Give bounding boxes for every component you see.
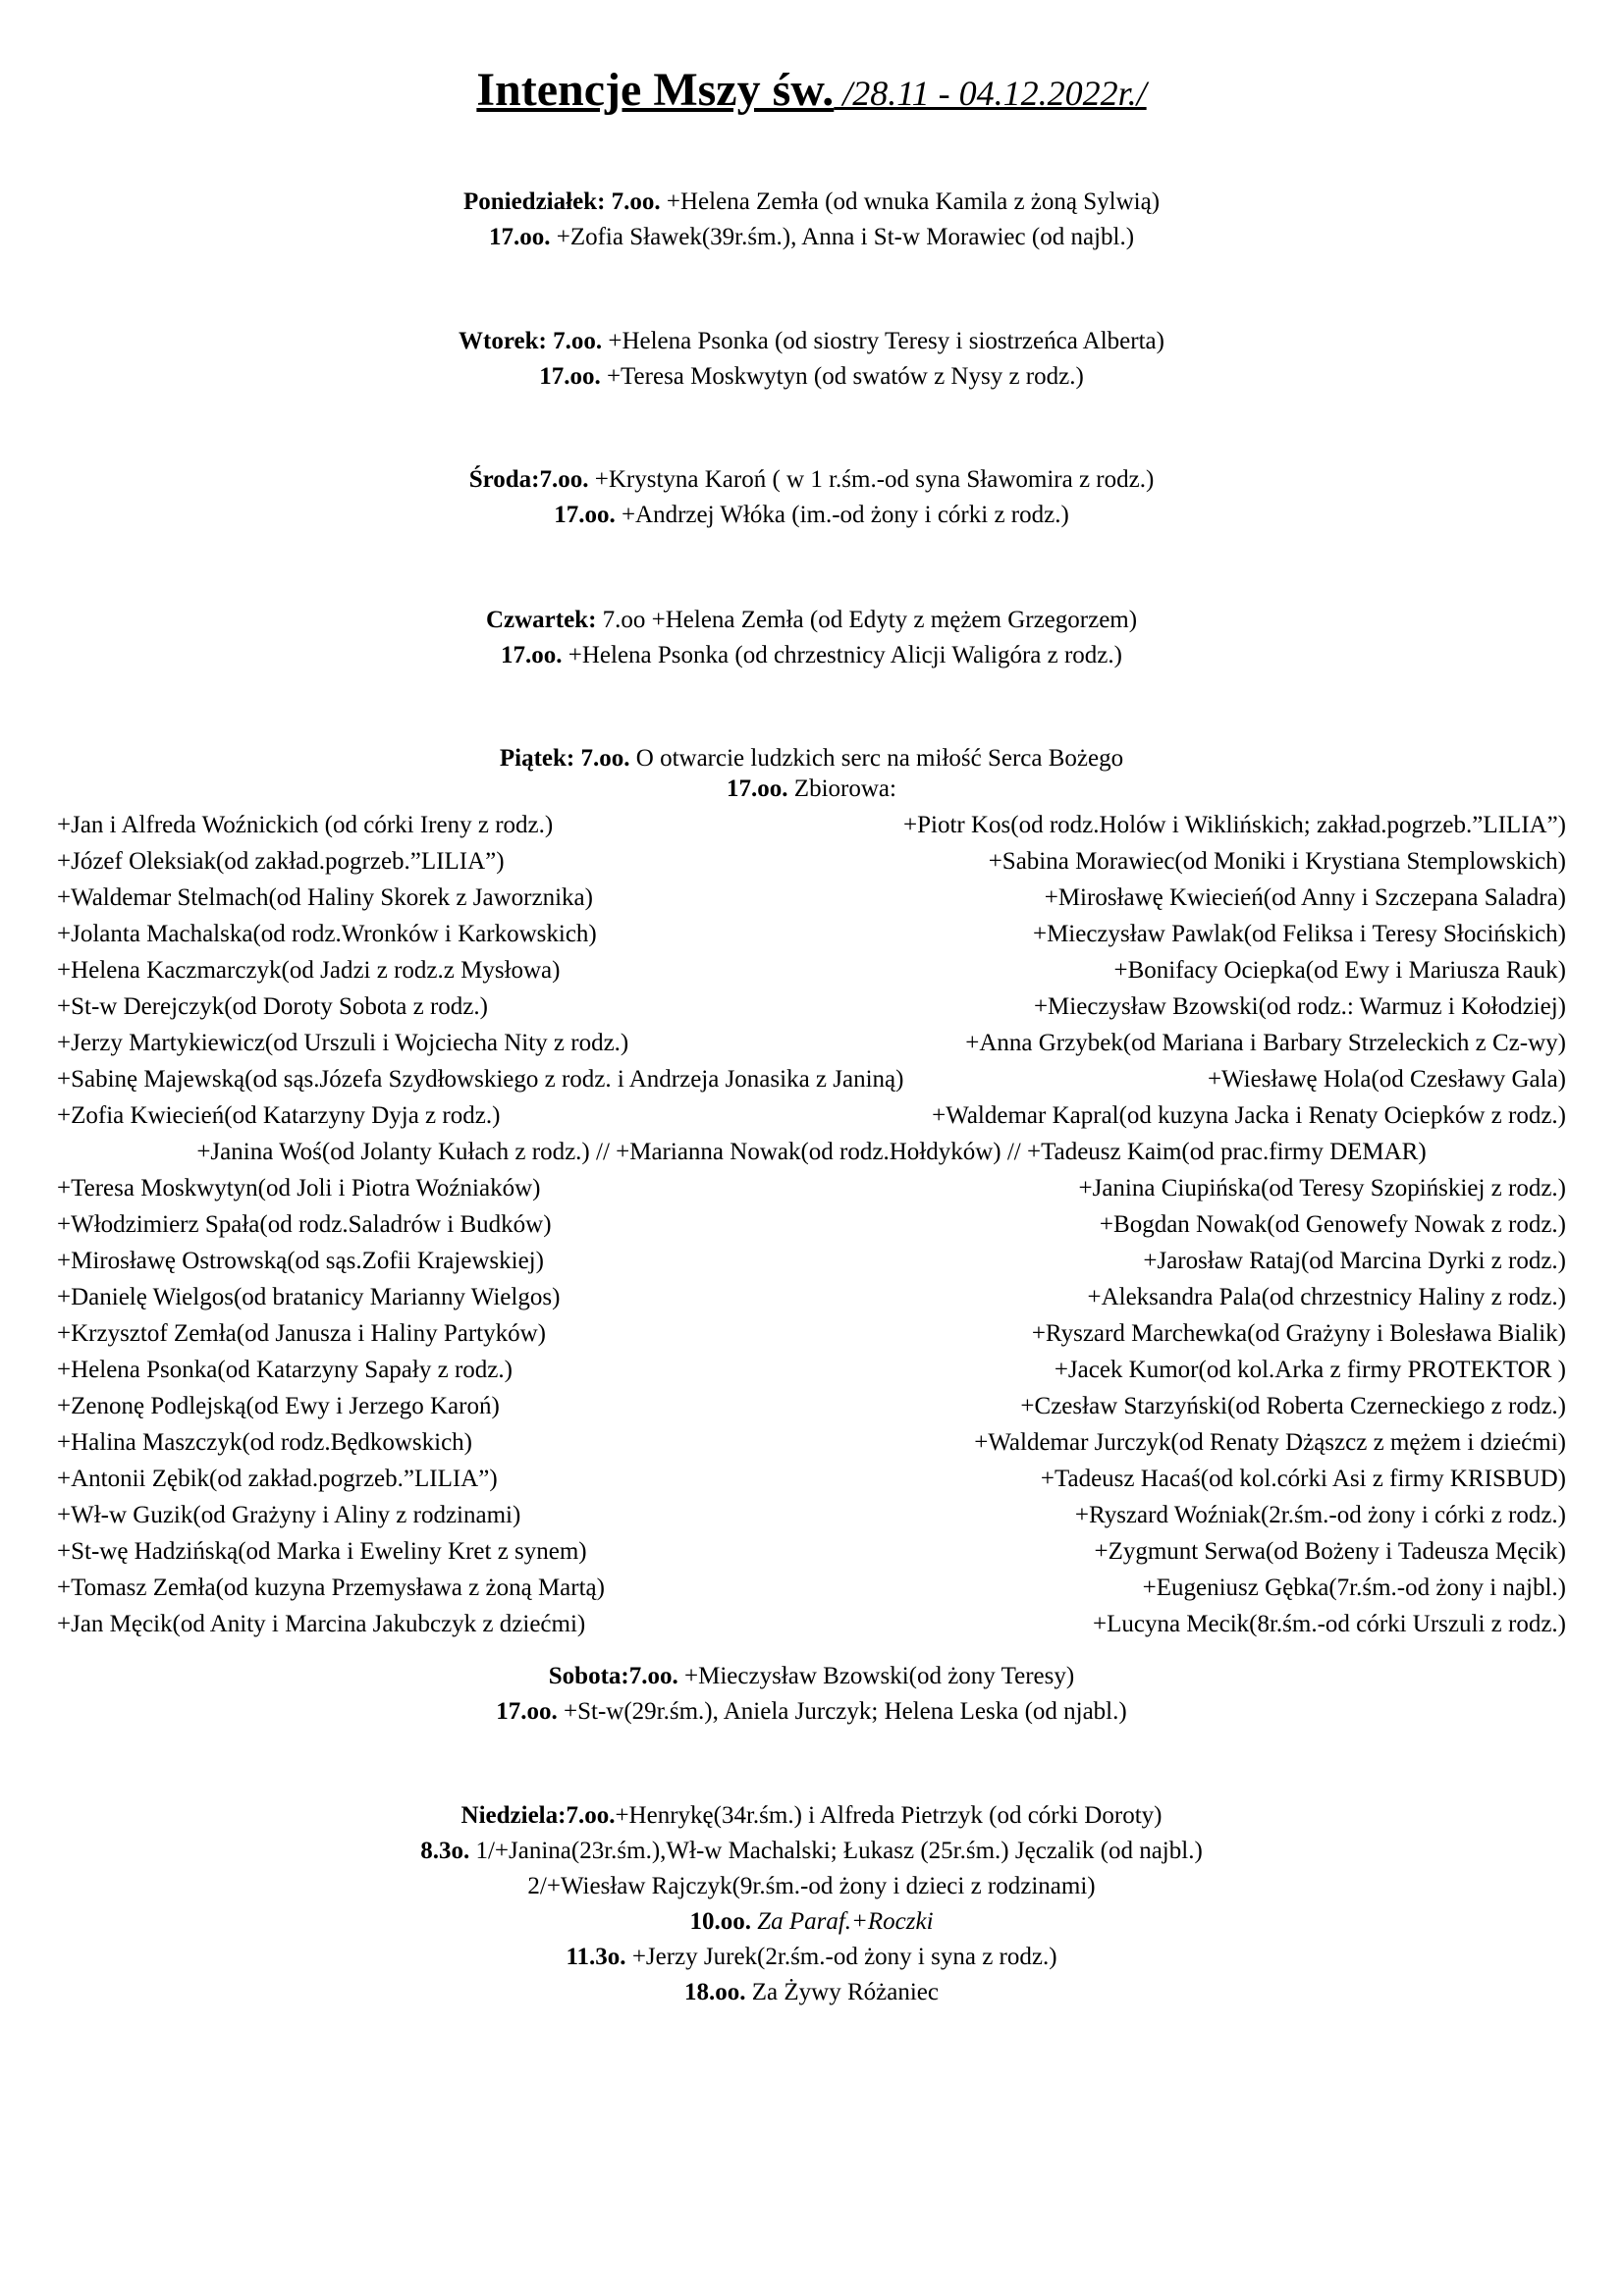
mass-intention: 1/+Janina(23r.śm.),Wł-w Machalski; Łukasz (25r.śm.) Jęczalik (od najbl.) bbox=[469, 1838, 1203, 1864]
page-title bbox=[0, 61, 1623, 123]
mass-time: 17.oo. bbox=[727, 775, 788, 802]
mass-time: 7.oo. bbox=[605, 188, 661, 215]
list-item bbox=[0, 1206, 1623, 1243]
intention-left: +Józef Oleksiak(od zakład.pogrzeb.”LILIA”) bbox=[57, 848, 505, 875]
wednesday-line-1 bbox=[0, 462, 1623, 498]
mass-time: 17.oo. bbox=[501, 642, 563, 668]
list-item bbox=[0, 1279, 1623, 1315]
mass-intention: Za Żywy Różaniec bbox=[745, 1979, 939, 2005]
intention-left: +Helena Psonka(od Katarzyny Sapały z rodz.) bbox=[57, 1357, 513, 1383]
mass-intention: 2/+Wiesław Rajczyk(9r.śm.-od żony i dzieci z rodzinami) bbox=[527, 1873, 1096, 1899]
sunday-line-4 bbox=[0, 1904, 1623, 1940]
collective-intentions-list bbox=[0, 807, 1623, 1642]
list-item bbox=[0, 1606, 1623, 1642]
day-label: Poniedziałek: bbox=[462, 188, 606, 215]
list-item bbox=[0, 1497, 1623, 1533]
intention-right: +Eugeniusz Gębka(7r.śm.-od żony i najbl.) bbox=[1142, 1575, 1566, 1601]
mass-time: 17.oo. bbox=[539, 363, 601, 390]
list-item bbox=[0, 843, 1623, 880]
intention-left: +Tomasz Zemła(od kuzyna Przemysława z żoną Martą) bbox=[57, 1575, 605, 1601]
mass-intention: O otwarcie ludzkich serc na miłość Serca Bożego bbox=[629, 745, 1124, 772]
intention-right: +Jacek Kumor(od kol.Arka z firmy PROTEKTOR ) bbox=[1054, 1357, 1566, 1383]
mass-time: 7.oo bbox=[596, 607, 646, 633]
intention-right: +Czesław Starzyński(od Roberta Czerneckiego z rodz.) bbox=[1020, 1393, 1566, 1419]
day-label: Piątek: bbox=[499, 745, 575, 772]
intention-left: +St-wę Hadzińską(od Marka i Eweliny Kret z synem) bbox=[57, 1538, 587, 1565]
mass-time: 17.oo. bbox=[488, 224, 551, 250]
intention-right: +Anna Grzybek(od Mariana i Barbary Strzeleckich z Cz-wy) bbox=[965, 1030, 1566, 1056]
list-item bbox=[0, 1170, 1623, 1206]
list-item bbox=[0, 1533, 1623, 1570]
intention-left: +Helena Kaczmarczyk(od Jadzi z rodz.z Mysłowa) bbox=[57, 957, 561, 984]
sunday-line-2 bbox=[0, 1834, 1623, 1869]
intention-left: +Halina Maszczyk(od rodz.Będkowskich) bbox=[57, 1429, 472, 1456]
intention-left: +Jan i Alfreda Woźnickich (od córki Ireny z rodz.) bbox=[57, 812, 554, 838]
list-item bbox=[0, 1315, 1623, 1352]
mass-time: 7.oo. bbox=[539, 466, 589, 493]
intention-right: +Janina Ciupińska(od Teresy Szopińskiej z rodz.) bbox=[1078, 1175, 1566, 1201]
intention-right: +Zygmunt Serwa(od Bożeny i Tadeusza Męcik) bbox=[1094, 1538, 1566, 1565]
intention-right: +Waldemar Kapral(od kuzyna Jacka i Renaty Ociepków z rodz.) bbox=[932, 1102, 1566, 1129]
monday-line-1 bbox=[0, 185, 1623, 220]
list-item bbox=[0, 1243, 1623, 1279]
title-main: Intencje Mszy św. bbox=[476, 64, 835, 116]
list-item bbox=[0, 1025, 1623, 1061]
intention-left: +Teresa Moskwytyn(od Joli i Piotra Woźniaków) bbox=[57, 1175, 541, 1201]
mass-time: 8.3o. bbox=[420, 1838, 470, 1864]
mass-intention: +Krystyna Karoń ( w 1 r.śm.-od syna Sławomira z rodz.) bbox=[588, 466, 1155, 493]
intention-right: +Waldemar Jurczyk(od Renaty Dżąszcz z mężem i dziećmi) bbox=[974, 1429, 1566, 1456]
intention-left: +Waldemar Stelmach(od Haliny Skorek z Jaworznika) bbox=[57, 884, 593, 911]
list-item bbox=[0, 1388, 1623, 1424]
day-label: Sobota: bbox=[548, 1663, 629, 1689]
mass-time: 10.oo. bbox=[689, 1908, 751, 1935]
intention-left: +Sabinę Majewską(od sąs.Józefa Szydłowskiego z rodz. i Andrzeja Jonasika z Janiną) bbox=[57, 1066, 904, 1093]
intention-right: +Wiesławę Hola(od Czesławy Gala) bbox=[1207, 1066, 1566, 1093]
intention-right: +Mieczysław Pawlak(od Feliksa i Teresy Słocińskich) bbox=[1032, 921, 1566, 947]
intention-right: +Lucyna Mecik(8r.śm.-od córki Urszuli z rodz.) bbox=[1092, 1611, 1566, 1637]
list-item bbox=[0, 1134, 1623, 1170]
intention-right: +Sabina Morawiec(od Moniki i Krystiana Stemplowskich) bbox=[988, 848, 1566, 875]
mass-intention: +Teresa Moskwytyn (od swatów z Nysy z rodz.) bbox=[600, 363, 1084, 390]
wednesday-line-2 bbox=[0, 498, 1623, 533]
intention-right: +Bonifacy Ociepka(od Ewy i Mariusza Rauk) bbox=[1113, 957, 1566, 984]
mass-intention: +Zofia Sławek(39r.śm.), Anna i St-w Morawiec (od najbl.) bbox=[550, 224, 1135, 250]
mass-time: 7.oo. bbox=[628, 1663, 678, 1689]
friday-line-2 bbox=[0, 772, 1623, 807]
saturday-line-1 bbox=[0, 1659, 1623, 1694]
list-item bbox=[0, 1461, 1623, 1497]
day-label: Środa: bbox=[468, 466, 540, 493]
mass-time: 11.3o. bbox=[566, 1944, 626, 1970]
intention-right: +Bogdan Nowak(od Genowefy Nowak z rodz.) bbox=[1099, 1211, 1566, 1238]
day-label: Wtorek: bbox=[459, 328, 547, 354]
mass-intention: +Mieczysław Bzowski(od żony Teresy) bbox=[677, 1663, 1075, 1689]
list-item bbox=[0, 952, 1623, 988]
mass-intention: +St-w(29r.śm.), Aniela Jurczyk; Helena Leska (od njabl.) bbox=[557, 1698, 1127, 1725]
list-item bbox=[0, 880, 1623, 916]
intention-left: +Danielę Wielgos(od bratanicy Marianny Wielgos) bbox=[57, 1284, 561, 1310]
mass-time: 7.oo. bbox=[566, 1802, 616, 1829]
list-item bbox=[0, 988, 1623, 1025]
intention-right: +Mieczysław Bzowski(od rodz.: Warmuz i Kołodziej) bbox=[1033, 993, 1566, 1020]
sunday-line-5 bbox=[0, 1940, 1623, 1975]
saturday-line-2 bbox=[0, 1694, 1623, 1730]
thursday-line-2 bbox=[0, 638, 1623, 673]
intention-left: +Zenonę Podlejską(od Ewy i Jerzego Karoń) bbox=[57, 1393, 500, 1419]
list-item bbox=[0, 1570, 1623, 1606]
intention-left: +Krzysztof Zemła(od Janusza i Haliny Partyków) bbox=[57, 1320, 546, 1347]
day-label: Czwartek: bbox=[485, 607, 597, 633]
list-item bbox=[0, 916, 1623, 952]
tuesday-line-1 bbox=[0, 324, 1623, 359]
intention-left: +St-w Derejczyk(od Doroty Sobota z rodz.) bbox=[57, 993, 488, 1020]
thursday-line-1 bbox=[0, 603, 1623, 638]
list-item bbox=[0, 1352, 1623, 1388]
intention-left: +Wł-w Guzik(od Grażyny i Aliny z rodzinami) bbox=[57, 1502, 521, 1528]
intention-left: +Jerzy Martykiewicz(od Urszuli i Wojciecha Nity z rodz.) bbox=[57, 1030, 629, 1056]
intention-left: +Mirosławę Ostrowską(od sąs.Zofii Krajewskiej) bbox=[57, 1248, 544, 1274]
mass-intention: +Jerzy Jurek(2r.śm.-od żony i syna z rodz.) bbox=[625, 1944, 1057, 1970]
mass-time: 7.oo. bbox=[574, 745, 630, 772]
mass-intention: Zbiorowa: bbox=[787, 775, 896, 802]
intention-full: +Janina Woś(od Jolanty Kułach z rodz.) // +Marianna Nowak(od rodz.Hołdyków) // +Tadeusz Kaim(od prac.firmy DEMAR) bbox=[196, 1139, 1427, 1165]
intention-left: +Jan Męcik(od Anity i Marcina Jakubczyk z dziećmi) bbox=[57, 1611, 586, 1637]
sunday-line-3 bbox=[0, 1869, 1623, 1904]
mass-intention: +Andrzej Włóka (im.-od żony i córki z rodz.) bbox=[615, 502, 1069, 528]
monday-line-2 bbox=[0, 220, 1623, 255]
mass-time: 17.oo. bbox=[554, 502, 616, 528]
list-item bbox=[0, 807, 1623, 843]
mass-intention: +Helena Psonka (od chrzestnicy Alicji Waligóra z rodz.) bbox=[562, 642, 1122, 668]
mass-intention: +Helena Psonka (od siostry Teresy i siostrzeńca Alberta) bbox=[602, 328, 1164, 354]
list-item bbox=[0, 1097, 1623, 1134]
mass-intention: +Helena Zemła (od wnuka Kamila z żoną Sylwią) bbox=[660, 188, 1161, 215]
intention-left: +Zofia Kwiecień(od Katarzyny Dyja z rodz.) bbox=[57, 1102, 501, 1129]
sunday-line-1 bbox=[0, 1798, 1623, 1834]
mass-intention: +Helena Zemła (od Edyty z mężem Grzegorzem) bbox=[645, 607, 1138, 633]
intention-left: +Jolanta Machalska(od rodz.Wronków i Karkowskich) bbox=[57, 921, 597, 947]
mass-time: 17.oo. bbox=[496, 1698, 558, 1725]
mass-intention: +Henrykę(34r.śm.) i Alfreda Pietrzyk (od córki Doroty) bbox=[615, 1802, 1163, 1829]
title-dates: /28.11 - 04.12.2022r./ bbox=[834, 74, 1147, 113]
intention-right: +Aleksandra Pala(od chrzestnicy Haliny z rodz.) bbox=[1087, 1284, 1566, 1310]
tuesday-line-2 bbox=[0, 359, 1623, 395]
intention-left: +Antonii Zębik(od zakład.pogrzeb.”LILIA”) bbox=[57, 1466, 498, 1492]
intention-right: +Piotr Kos(od rodz.Holów i Wiklińskich; zakład.pogrzeb.”LILIA”) bbox=[903, 812, 1566, 838]
list-item bbox=[0, 1424, 1623, 1461]
intention-right: +Jarosław Rataj(od Marcina Dyrki z rodz.) bbox=[1143, 1248, 1566, 1274]
intention-right: +Ryszard Woźniak(2r.śm.-od żony i córki z rodz.) bbox=[1074, 1502, 1566, 1528]
intention-right: +Tadeusz Hacaś(od kol.córki Asi z firmy KRISBUD) bbox=[1040, 1466, 1566, 1492]
intention-right: +Ryszard Marchewka(od Grażyny i Bolesława Bialik) bbox=[1031, 1320, 1566, 1347]
list-item bbox=[0, 1061, 1623, 1097]
intention-right: +Mirosławę Kwiecień(od Anny i Szczepana Saladra) bbox=[1044, 884, 1566, 911]
mass-time: 18.oo. bbox=[684, 1979, 746, 2005]
mass-intention: Za Paraf.+Roczki bbox=[750, 1908, 934, 1935]
day-label: Niedziela: bbox=[460, 1802, 567, 1829]
mass-time: 7.oo. bbox=[546, 328, 603, 354]
sunday-line-6 bbox=[0, 1975, 1623, 2010]
intention-left: +Włodzimierz Spała(od rodz.Saladrów i Budków) bbox=[57, 1211, 552, 1238]
